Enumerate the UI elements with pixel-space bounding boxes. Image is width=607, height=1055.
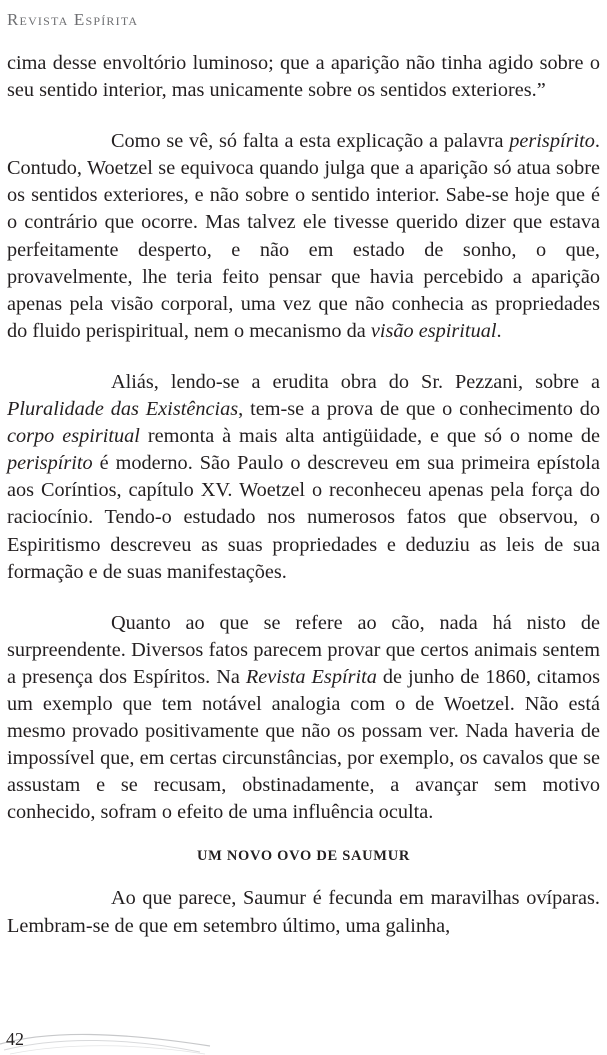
italic-text: Revista Espírita [245,665,377,688]
italic-text: perispírito [7,452,93,475]
text-run: Como se vê, só falta a esta explicação a palavra [111,130,510,153]
text-run: cima desse envoltório luminoso; que a aparição não tinha agido sobre o seu sentido interior, mas unicamente sobre os sentidos exteriores.” [7,52,600,102]
paragraph [7,50,600,104]
text-run: Ao que parece, Saumur é fecunda em maravilhas ovíparas. Lembram-se de que em setembro último, uma galinha, [7,887,600,937]
text-run: de junho de 1860, citamos um exemplo que tem notável analogia com o de Woetzel. Não está mesmo provado positivamente que não os possam ver. Nada haveria de impossível que, em certas circunstâncias, por exemplo, os cavalos que se assustam e se recusam, obstinadamente, a avançar sem motivo conhecido, sofram o efeito de uma influência oculta. [7,665,601,824]
text-run: Aliás, lendo-se a erudita obra do Sr. Pezzani, sobre a [111,370,600,393]
paragraph [7,885,600,939]
paragraph [7,369,600,586]
italic-text: visão espiritual [370,319,497,342]
text-run: , tem-se a prova de que o conhecimento do [238,398,600,421]
paragraphs-container [7,50,600,826]
italic-text: Pluralidade das Existências [7,398,239,421]
text-run: . Contudo, Woetzel se equivoca quando julga que a aparição só atua sobre os sentidos exteriores, e não sobre o sentido interior. Sabe-se hoje que é o contrário que ocorre. Mas talvez ele tivesse querido dizer que estava perfeitamente desperto, e não em estado de sonho, o que, provavelmente, lhe teria feito pensar que havia percebido a aparição apenas pela visão corporal, uma vez que não conhecia as propriedades do fluido perispiritual, nem o mecanismo da [7,130,600,342]
text-run: . [496,319,502,342]
paragraph [7,610,600,827]
text-run: é moderno. São Paulo o descreveu em sua primeira epístola aos Coríntios, capítulo XV. Woetzel o reconheceu apenas pela força do raciocínio. Tendo-o estudado nos numerosos fatos que observou, o Espiritismo descreveu as suas propriedades e deduziu as leis de sua formação e de suas manifestações. [7,452,600,583]
text-run: Quanto ao que se refere ao cão, nada há nisto de surpreendente. Diversos fatos parecem provar que certos animais sentem a presença dos Espíritos. Na [7,611,600,688]
italic-text: corpo espiritual [7,425,140,448]
section-heading: UM NOVO OVO DE SAUMUR [196,848,411,865]
text-run: remonta à mais alta antigüidade, e que só o nome de [139,425,600,448]
footer-swoosh-ornament [0,1022,220,1055]
italic-text: perispírito [509,130,595,153]
paragraph [7,128,600,345]
running-header: Revista Espírita [7,10,139,29]
page-number: 42 [6,1029,24,1049]
section-paragraph-container [7,885,600,939]
page-body [7,50,600,940]
